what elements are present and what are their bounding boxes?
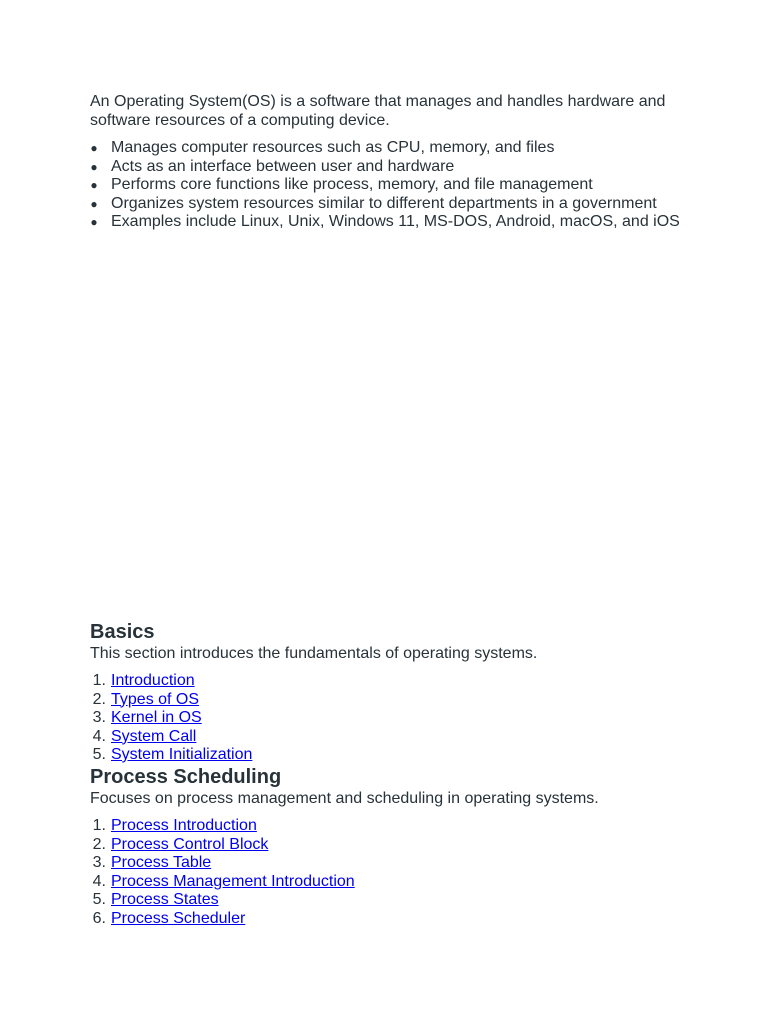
link-process-states[interactable]: Process States: [111, 891, 219, 908]
link-process-scheduler[interactable]: Process Scheduler: [111, 909, 246, 927]
intro-paragraph: An Operating System(OS) is a software that manages and handles hardware and software resources of a computing device.: [90, 93, 666, 129]
list-item: [90, 891, 710, 910]
link-process-introduction[interactable]: Process Introduction: [111, 817, 257, 834]
bullet-icon: ●: [90, 141, 98, 155]
list-number: 2.: [92, 835, 106, 853]
list-number: 3.: [92, 709, 106, 726]
list-item: [90, 910, 710, 929]
link-system-call[interactable]: System Call: [111, 727, 197, 745]
link-process-control-block[interactable]: Process Control Block: [111, 835, 269, 853]
link-kernel-in-os[interactable]: Kernel in OS: [111, 709, 202, 726]
bullet-icon: ●: [90, 178, 98, 192]
list-item: [90, 836, 710, 855]
list-item: [90, 158, 680, 177]
list-number: 4.: [92, 727, 106, 745]
list-item: [90, 139, 680, 158]
list-number: 3.: [92, 854, 106, 871]
list-number: 5.: [92, 891, 106, 908]
section-basics: [90, 620, 710, 765]
bullet-text: Performs core functions like process, memory, and file management: [111, 176, 593, 193]
section-description: Focuses on process management and scheduling in operating systems.: [90, 790, 599, 807]
bullet-icon: ●: [90, 159, 98, 174]
link-system-initialization[interactable]: System Initialization: [111, 746, 253, 763]
process-scheduling-link-list: [90, 817, 710, 928]
bullet-text: Manages computer resources such as CPU, memory, and files: [111, 139, 555, 156]
intro-bullet-list: [90, 139, 680, 232]
bullet-text: Examples include Linux, Unix, Windows 11, MS-DOS, Android, macOS, and iOS: [111, 213, 680, 230]
list-number: 2.: [92, 690, 106, 708]
basics-link-list: [90, 672, 710, 765]
link-process-table[interactable]: Process Table: [111, 854, 212, 871]
list-item: [90, 728, 710, 747]
list-item: [90, 213, 680, 232]
section-description: This section introduces the fundamentals of operating systems.: [90, 645, 538, 662]
list-item: [90, 709, 710, 728]
list-number: 1.: [92, 672, 106, 689]
list-number: 6.: [92, 909, 106, 927]
bullet-icon: ●: [90, 215, 98, 229]
list-item: [90, 176, 680, 195]
section-heading: Basics: [90, 621, 155, 643]
list-number: 1.: [92, 817, 106, 834]
bullet-icon: ●: [90, 196, 98, 211]
section-heading: Process Scheduling: [90, 766, 282, 788]
list-item: [90, 817, 710, 836]
list-item: [90, 746, 710, 765]
bullet-text: Acts as an interface between user and hardware: [111, 157, 455, 175]
list-item: [90, 691, 710, 710]
link-types-of-os[interactable]: Types of OS: [111, 690, 200, 708]
list-item: [90, 195, 680, 214]
list-number: 5.: [92, 746, 106, 763]
section-process-scheduling: [90, 765, 710, 928]
list-item: [90, 672, 710, 691]
list-item: [90, 873, 710, 892]
link-process-management-introduction[interactable]: Process Management Introduction: [111, 872, 355, 890]
list-number: 4.: [92, 872, 106, 890]
link-introduction[interactable]: Introduction: [111, 672, 195, 689]
list-item: [90, 854, 710, 873]
bullet-text: Organizes system resources similar to different departments in a government: [111, 194, 657, 212]
